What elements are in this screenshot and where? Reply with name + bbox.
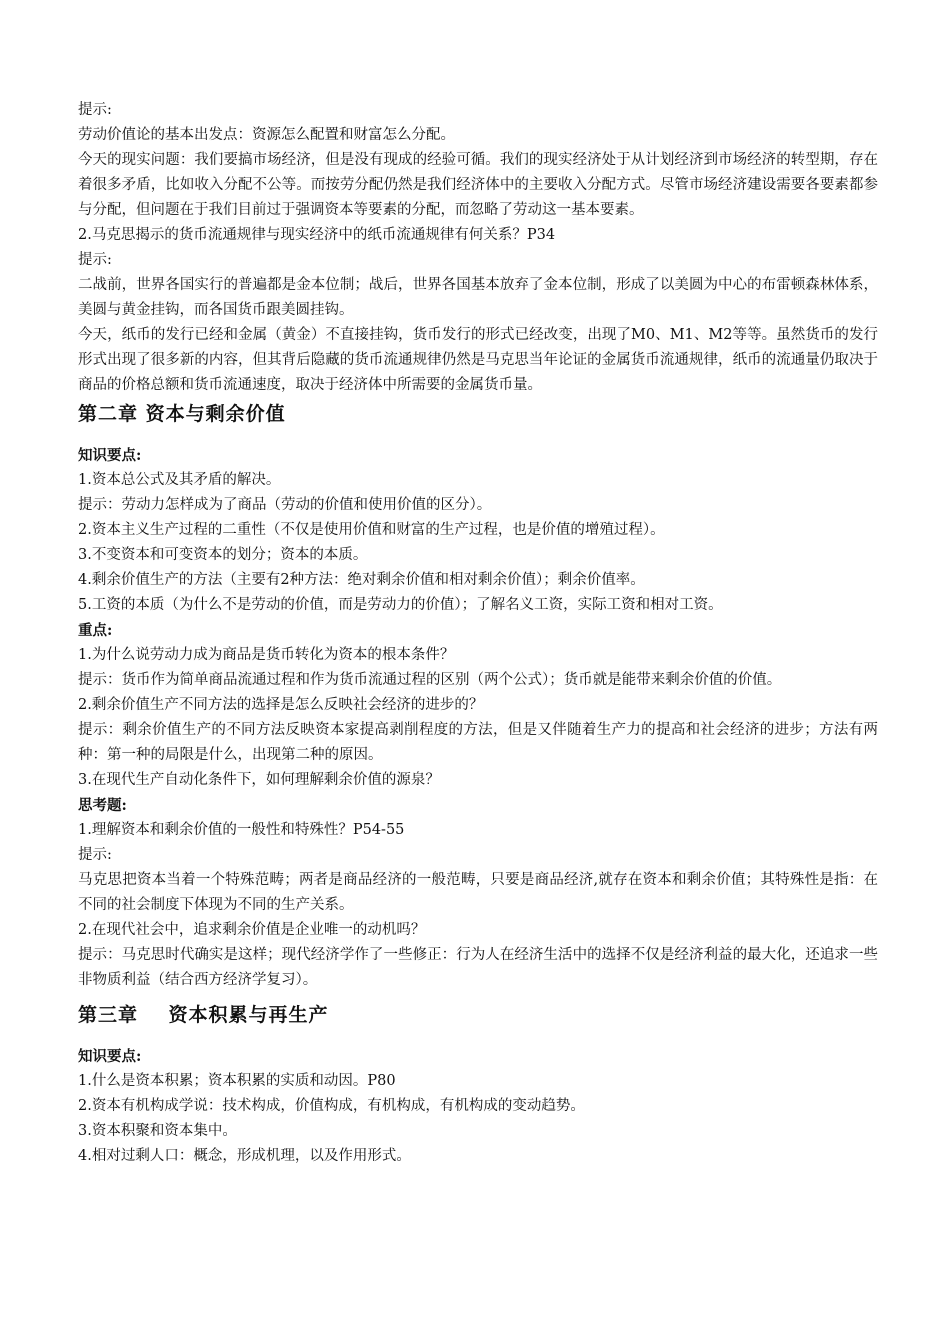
hint-label: 提示: <box>78 252 112 268</box>
section-label-focus: 重点: <box>78 622 113 639</box>
question: 2.马克思揭示的货币流通规律与现实经济中的纸币流通规律有何关系？P34 <box>78 227 556 243</box>
paragraph: 马克思把资本当着一个特殊范畴；两者是商品经济的一般范畴，只要是商品经济,就存在资本和剩余价值；其特殊性是指：在不同的社会制度下体现为不同的生产关系。 <box>78 872 878 913</box>
hint-line: 提示：货币作为简单商品流通过程和作为货币流通过程的区别（两个公式）；货币就是能带来剩余价值的价值。 <box>78 672 782 688</box>
section-label-exercises: 思考题: <box>78 797 127 814</box>
hint-label: 提示: <box>78 847 112 863</box>
paragraph: 今天，纸币的发行已经和金属（黄金）不直接挂钩，货币发行的形式已经改变，出现了M0、M1、M2等等。虽然货币的发行形式出现了很多新的内容，但其背后隐藏的货币流通规律仍然是马克思当年论证的金属货币流通规律，纸币的流通量仍取决于商品的价格总额和货币流通速度，取决于经济体中所需要的金属货币量。 <box>78 327 878 393</box>
paragraph: 今天的现实问题：我们要搞市场经济，但是没有现成的经验可循。我们的现实经济处于从计划经济到市场经济的转型期，存在着很多矛盾，比如收入分配不公等。而按劳分配仍然是我们经济体中的主要收入分配方式。尽管市场经济建设需要各要素都参与分配，但问题在于我们目前过于强调资本等要素的分配，而忽略了劳动这一基本要素。 <box>78 152 878 218</box>
hint-label: 提示: <box>78 102 112 118</box>
list-item: 2.资本有机构成学说：技术构成，价值构成，有机构成，有机构成的变动趋势。 <box>78 1098 585 1114</box>
list-item: 3.不变资本和可变资本的划分；资本的本质。 <box>78 547 368 563</box>
list-item: 1.资本总公式及其矛盾的解决。 <box>78 472 281 488</box>
question: 2.剩余价值生产不同方法的选择是怎么反映社会经济的进步的？ <box>78 697 484 713</box>
question: 1.为什么说劳动力成为商品是货币转化为资本的根本条件？ <box>78 647 455 663</box>
chapter-3-heading: 第三章 资本积累与再生产 <box>78 1004 329 1026</box>
section-label-key-points: 知识要点: <box>78 1048 142 1065</box>
list-item: 1.什么是资本积累；资本积累的实质和动因。P80 <box>78 1073 396 1089</box>
paragraph: 二战前，世界各国实行的普遍都是金本位制；战后，世界各国基本放弃了金本位制，形成了以美圆为中心的布雷顿森林体系，美圆与黄金挂钩，而各国货币跟美圆挂钩。 <box>78 277 878 318</box>
list-item: 4.相对过剩人口：概念，形成机理，以及作用形式。 <box>78 1148 411 1164</box>
question: 3.在现代生产自动化条件下，如何理解剩余价值的源泉？ <box>78 772 440 788</box>
chapter-2-heading: 第二章 资本与剩余价值 <box>78 403 286 425</box>
list-item: 4.剩余价值生产的方法（主要有2种方法：绝对剩余价值和相对剩余价值）；剩余价值率。 <box>78 572 645 588</box>
question: 1.理解资本和剩余价值的一般性和特殊性？P54-55 <box>78 822 405 838</box>
hint-line: 提示：劳动力怎样成为了商品（劳动的价值和使用价值的区分）。 <box>78 497 492 513</box>
list-item: 3.资本积聚和资本集中。 <box>78 1123 237 1139</box>
question: 2.在现代社会中，追求剩余价值是企业唯一的动机吗？ <box>78 922 426 938</box>
hint-line: 提示：剩余价值生产的不同方法反映资本家提高剥削程度的方法，但是又伴随着生产力的提高和社会经济的进步；方法有两种：第一种的局限是什么，出现第二种的原因。 <box>78 722 878 763</box>
paragraph: 劳动价值论的基本出发点：资源怎么配置和财富怎么分配。 <box>78 127 455 143</box>
section-label-key-points: 知识要点: <box>78 447 142 464</box>
list-item: 2.资本主义生产过程的二重性（不仅是使用价值和财富的生产过程，也是价值的增殖过程）。 <box>78 522 665 538</box>
hint-line: 提示：马克思时代确实是这样；现代经济学作了一些修正：行为人在经济生活中的选择不仅是经济利益的最大化，还追求一些非物质利益（结合西方经济学复习）。 <box>78 947 878 988</box>
list-item: 5.工资的本质（为什么不是劳动的价值，而是劳动力的价值）；了解名义工资，实际工资和相对工资。 <box>78 597 723 613</box>
document-page <box>78 98 878 1169</box>
